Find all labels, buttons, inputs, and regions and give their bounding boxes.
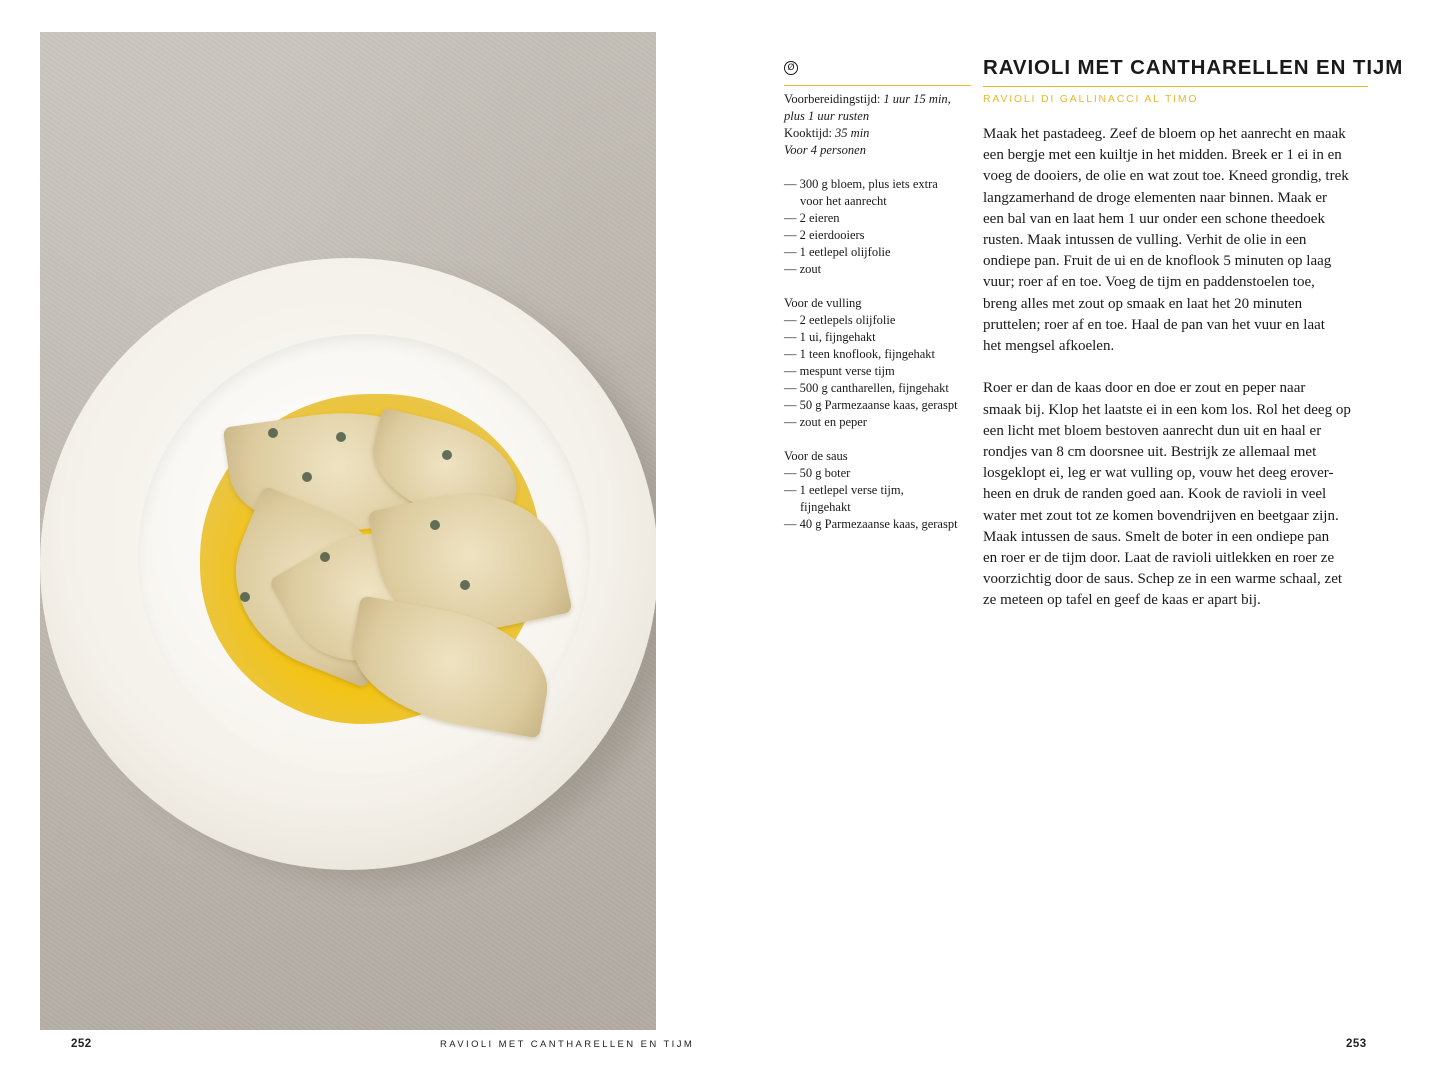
- method-line: en roer er de tijm door. Laat de ravioli uitlekken en roer ze: [983, 550, 1335, 567]
- method-line: breng alles met zout op smaak en laat het 20 minuten: [983, 295, 1303, 312]
- prep-time-value: 1 uur 15 min,: [883, 92, 951, 106]
- ingredients-filling: [784, 295, 979, 431]
- filling-title: Voor de vulling: [784, 296, 862, 310]
- title-rule: [983, 86, 1368, 87]
- method-line: het mengsel afkoelen.: [983, 338, 1115, 355]
- ingredient-item: — 2 eetlepels olijfolie: [784, 313, 896, 327]
- ingredient-continuation: fijngehakt: [800, 500, 851, 514]
- ingredient-item: — mespunt verse tijm: [784, 364, 895, 378]
- ingredient-text: — 300 g bloem, plus iets extra: [784, 177, 938, 191]
- method-line: smaak bij. Klop het laatste ei in een kom los. Rol het deeg op: [983, 401, 1351, 418]
- method-line: Maak intussen de saus. Smelt de boter in een ondiepe pan: [983, 528, 1330, 545]
- ingredient-item: — zout en peper: [784, 415, 867, 429]
- thyme-leaf: [442, 450, 452, 460]
- sauce-title: Voor de saus: [784, 449, 848, 463]
- ingredient-text: — 1 eetlepel verse tijm,: [784, 483, 904, 497]
- ingredient-item: — 1 ui, fijngehakt: [784, 330, 876, 344]
- method-line: langzamerhand de droge elementen naar binnen. Maak er: [983, 189, 1328, 206]
- method-line: heen en druk de randen goed aan. Kook de ravioli in veel: [983, 486, 1327, 503]
- ingredient-item: — 50 g Parmezaanse kaas, geraspt: [784, 398, 958, 412]
- ingredient-item: — 1 eetlepel olijfolie: [784, 245, 891, 259]
- prep-time: [784, 91, 979, 108]
- ingredient-item: — 500 g cantharellen, fijngehakt: [784, 381, 949, 395]
- recipe-meta: [784, 91, 979, 159]
- method-line: ze meteen op tafel en geef de kaas er apart bij.: [983, 592, 1261, 609]
- ingredient-continuation: voor het aanrecht: [800, 194, 887, 208]
- method-line: rusten. Maak intussen de vulling. Verhit de olie in een: [983, 232, 1307, 249]
- thyme-leaf: [268, 428, 278, 438]
- ingredient-item: — zout: [784, 262, 822, 276]
- dish-photo: [40, 32, 656, 1030]
- ingredient-item: — 50 g boter: [784, 466, 851, 480]
- method-line: Maak het pastadeeg. Zeef de bloem op het aanrecht en maak: [983, 126, 1346, 142]
- recipe-sidebar: [784, 91, 979, 533]
- servings-text: Voor 4 personen: [784, 143, 866, 157]
- ingredients-sauce: [784, 448, 979, 533]
- method-line: Roer er dan de kaas door en doe er zout en peper naar: [983, 380, 1306, 397]
- paragraph-gap: [983, 357, 1375, 378]
- running-head: RAVIOLI MET CANTHARELLEN EN TIJM: [440, 1039, 695, 1050]
- thyme-leaf: [240, 592, 250, 602]
- ingredient-item: [784, 176, 979, 210]
- recipe-subtitle: RAVIOLI DI GALLINACCI AL TIMO: [983, 93, 1199, 105]
- prep-time-extra: [784, 108, 979, 125]
- ingredient-item: — 2 eieren: [784, 211, 840, 225]
- thyme-leaf: [302, 472, 312, 482]
- cook-time-value: 35 min: [835, 126, 870, 140]
- method-line: voorzichtig door de saus. Schep ze in een warme schaal, zet: [983, 571, 1343, 588]
- recipe-title: RAVIOLI MET CANTHARELLEN EN TIJM: [983, 56, 1404, 79]
- ingredient-item: — 2 eierdooiers: [784, 228, 865, 242]
- vegetarian-icon: Ø: [784, 61, 798, 75]
- thyme-leaf: [336, 432, 346, 442]
- cook-time: [784, 125, 979, 142]
- sidebar-rule: [784, 85, 971, 86]
- thyme-leaf: [430, 520, 440, 530]
- method-line: ondiepe pan. Fruit de ui en de knoflook 5 minuten op laag: [983, 253, 1332, 270]
- ingredient-item: [784, 482, 979, 516]
- method-line: pruttelen; roer af en toe. Haal de pan van het vuur en laat: [983, 316, 1325, 333]
- page-number-left: 252: [71, 1038, 92, 1050]
- page-number-right: 253: [1346, 1038, 1367, 1050]
- ingredients-dough: [784, 176, 979, 278]
- method-line: rondjes van 8 cm doorsnee uit. Bestrijk ze allemaal met: [983, 444, 1317, 461]
- recipe-method: [983, 124, 1375, 612]
- ingredient-item: — 40 g Parmezaanse kaas, geraspt: [784, 517, 958, 531]
- servings: [784, 142, 979, 159]
- ingredient-item: — 1 teen knoflook, fijngehakt: [784, 347, 936, 361]
- prep-time-label: Voorbereidingstijd:: [784, 92, 881, 106]
- method-line: vuur; roer af en toe. Voeg de tijm en paddenstoelen toe,: [983, 274, 1315, 291]
- method-line: een licht met bloem bestoven aanrecht dun uit en haal er: [983, 422, 1322, 439]
- method-line: voeg de dooiers, de olie en wat zout toe. Kneed grondig, trek: [983, 168, 1349, 185]
- prep-time-extra-text: plus 1 uur rusten: [784, 109, 870, 123]
- method-line: water met zout tot ze komen bovendrijven en beetgaar zijn.: [983, 507, 1339, 524]
- thyme-leaf: [320, 552, 330, 562]
- method-line: losgeklopt ei, leg er wat vulling op, vouw het deeg erover-: [983, 465, 1334, 482]
- cook-time-label: Kooktijd:: [784, 126, 832, 140]
- method-line: een bergje met een kuiltje in het midden. Breek er 1 ei in en: [983, 147, 1342, 164]
- method-line: een bal van en laat hem 1 uur onder een schone theedoek: [983, 210, 1325, 227]
- thyme-leaf: [460, 580, 470, 590]
